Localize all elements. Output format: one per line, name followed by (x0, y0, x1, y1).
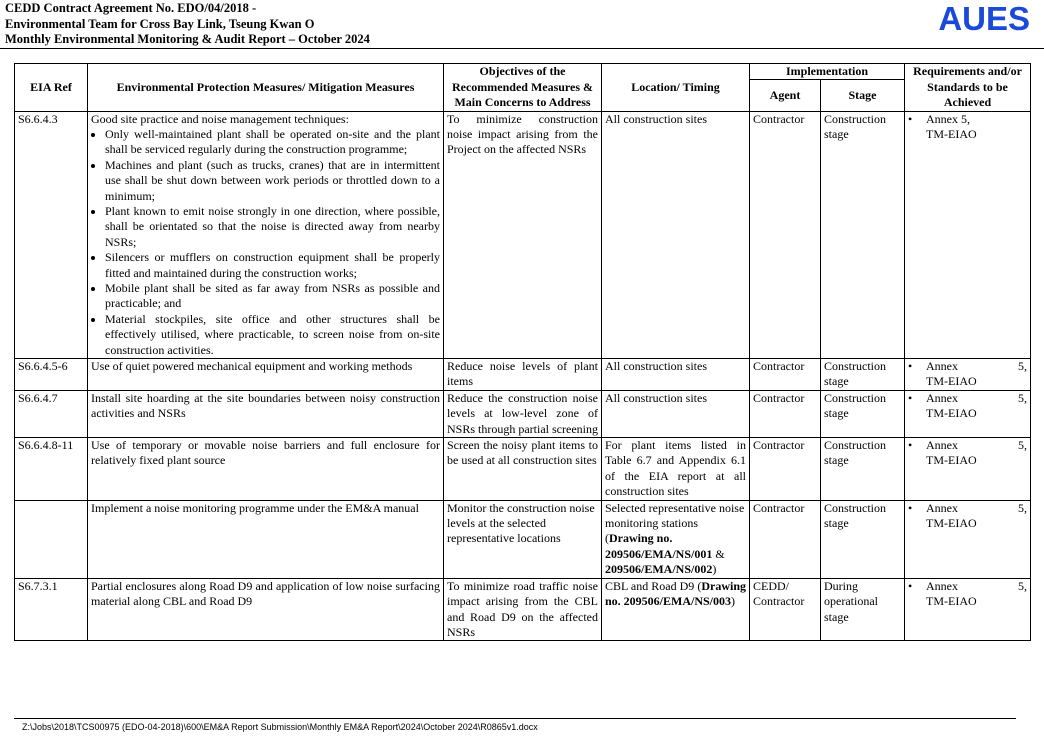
measure-cell: Use of temporary or movable noise barriers and full enclosure for relatively fixed plant source (88, 438, 444, 501)
list-item: • Machines and plant (such as trucks, cranes) that are in intermittent use shall be shut down between work periods or throttled down to a minimum; (105, 158, 440, 204)
standard-annex-number: 5, (1018, 359, 1027, 373)
standard-cell (905, 438, 1031, 501)
header-contract-line: CEDD Contract Agreement No. EDO/04/2018 - (5, 1, 257, 15)
bullet-dot-icon: • (908, 578, 913, 593)
header-objectives: Objectives of the Recommended Measures & Main Concerns to Address (444, 64, 602, 112)
header-eia-ref: EIA Ref (15, 64, 88, 112)
eia-ref-cell: S6.6.4.7 (15, 390, 88, 437)
stage-cell: Construction stage (821, 390, 905, 437)
standard-name: TM-EIAO (926, 374, 977, 389)
objective-cell: Reduce noise levels of plant items (444, 359, 602, 391)
agent-cell: Contractor (750, 500, 821, 578)
agent-cell: Contractor (750, 390, 821, 437)
stage-cell: Construction stage (821, 438, 905, 501)
location-cell: All construction sites (602, 111, 750, 359)
standard-name: TM-EIAO (926, 453, 977, 468)
location-cell: For plant items listed in Table 6.7 and Appendix 6.1 of the EIA report at all construction sites (602, 438, 750, 501)
footer-divider (14, 718, 1016, 719)
list-item: • Mobile plant shall be sited as far away from NSRs as possible and practicable; and (105, 281, 440, 312)
standard-annex: Annex 5, (926, 111, 970, 126)
standard-annex: Annex (926, 359, 958, 373)
location-text: & (712, 546, 725, 561)
objective-cell: Reduce the construction noise levels at low-level zone of NSRs through partial screening (444, 390, 602, 437)
stage-cell: Construction stage (821, 359, 905, 391)
location-text: Selected representative noise monitoring stations ( (605, 500, 745, 546)
standard-annex: Annex (926, 578, 958, 593)
standard-cell (905, 578, 1031, 641)
location-text: ) (712, 562, 717, 577)
eia-ref-cell: S6.6.4.5-6 (15, 359, 88, 391)
standard-annex-number: 5, (1018, 500, 1027, 515)
location-text: ) (731, 594, 736, 609)
header-agent: Agent (750, 80, 821, 111)
objective-cell: To minimize road traffic noise impact arising from the CBL and Road D9 on the affected NSRs (444, 578, 602, 641)
location-cell (602, 578, 750, 641)
stage-cell: Construction stage (821, 500, 905, 578)
measure-cell (88, 111, 444, 359)
objective-cell: To minimize construction noise impact arising from the Project on the affected NSRs (444, 111, 602, 359)
location-cell: All construction sites (602, 390, 750, 437)
location-cell (602, 500, 750, 578)
measure-cell: Use of quiet powered mechanical equipment and working methods (88, 359, 444, 391)
objective-cell: Monitor the construction noise levels at the selected representative locations (444, 500, 602, 578)
header-implementation: Implementation (750, 64, 905, 80)
location-cell: All construction sites (602, 359, 750, 391)
bullet-dot-icon: • (908, 111, 913, 126)
bullet-dot-icon: • (908, 438, 913, 453)
list-item: • Plant known to emit noise strongly in one direction, where possible, shall be orientated so that the noise is directed away from nearby NSRs; (105, 204, 440, 250)
table-row (15, 438, 1031, 501)
eia-ref-cell (15, 500, 88, 578)
header-report-title: Monthly Environmental Monitoring & Audit Report – October 2024 (5, 32, 370, 46)
list-item: • Material stockpiles, site office and other structures shall be effectively utilised, where practicable, to screen noise from on-site construction activities. (105, 312, 440, 358)
standard-annex-number: 5, (1018, 390, 1027, 405)
eia-ref-cell: S6.6.4.3 (15, 111, 88, 359)
agent-cell: Contractor (750, 359, 821, 391)
agent-cell: Contractor (750, 438, 821, 501)
drawing-reference: Drawing no. 209506/EMA/NS/003 (605, 578, 746, 609)
measure-cell: Implement a noise monitoring programme under the EM&A manual (88, 500, 444, 578)
standard-name: TM-EIAO (926, 594, 977, 609)
standard-name: TM-EIAO (926, 516, 977, 531)
header-divider (0, 48, 1044, 49)
standard-cell (905, 359, 1031, 391)
standard-cell (905, 500, 1031, 578)
measure-bullet-list (91, 127, 440, 358)
location-text: CBL and Road D9 ( (605, 578, 702, 593)
header-stage: Stage (821, 80, 905, 111)
stage-cell: During operational stage (821, 578, 905, 641)
standard-annex: Annex (926, 438, 958, 453)
drawing-reference: Drawing no. 209506/EMA/NS/001 (605, 531, 713, 561)
stage-cell: Construction stage (821, 111, 905, 359)
standard-annex: Annex (926, 390, 958, 405)
agent-cell: Contractor (750, 111, 821, 359)
list-item: • Silencers or mufflers on construction equipment shall be properly fitted and maintained during the construction works; (105, 250, 440, 281)
table-row (15, 390, 1031, 437)
standard-annex-number: 5, (1018, 438, 1027, 453)
bullet-dot-icon: • (908, 359, 913, 373)
standard-cell (905, 390, 1031, 437)
eia-ref-cell: S6.6.4.8-11 (15, 438, 88, 501)
list-item: • Only well-maintained plant shall be operated on-site and the plant shall be serviced regularly during the construction programme; (105, 127, 440, 158)
report-header (5, 1, 370, 48)
standard-annex: Annex (926, 500, 958, 515)
table-row (15, 500, 1031, 578)
company-logo: AUES (938, 0, 1030, 37)
bullet-dot-icon: • (908, 390, 913, 405)
header-measures: Environmental Protection Measures/ Mitigation Measures (88, 64, 444, 112)
standard-cell (905, 111, 1031, 359)
drawing-reference: 209506/EMA/NS/002 (605, 562, 713, 577)
eia-ref-cell: S6.7.3.1 (15, 578, 88, 641)
agent-cell: CEDD/ Contractor (750, 578, 821, 641)
measure-intro: Good site practice and noise management techniques: (91, 111, 349, 126)
bullet-dot-icon: • (908, 500, 913, 515)
mitigation-measures-table (14, 63, 1031, 641)
measure-cell: Install site hoarding at the site boundaries between noisy construction activities and NSRs (88, 390, 444, 437)
header-requirements: Requirements and/or Standards to be Achieved (905, 64, 1031, 112)
objective-cell: Screen the noisy plant items to be used at all construction sites (444, 438, 602, 501)
table-row (15, 359, 1031, 391)
footer-file-path: Z:\Jobs\2018\TCS00975 (EDO-04-2018)\600\EM&A Report Submission\Monthly EM&A Report\2024\October 2024\R0865v1.docx (22, 722, 538, 732)
table-row (15, 578, 1031, 641)
standard-name: TM-EIAO (926, 406, 977, 421)
measure-cell: Partial enclosures along Road D9 and application of low noise surfacing material along CBL and Road D9 (88, 578, 444, 641)
header-team-line: Environmental Team for Cross Bay Link, Tseung Kwan O (5, 16, 315, 31)
header-location: Location/ Timing (602, 64, 750, 112)
standard-name: TM-EIAO (926, 126, 977, 141)
standard-annex-number: 5, (1018, 578, 1027, 593)
table-row (15, 111, 1031, 359)
